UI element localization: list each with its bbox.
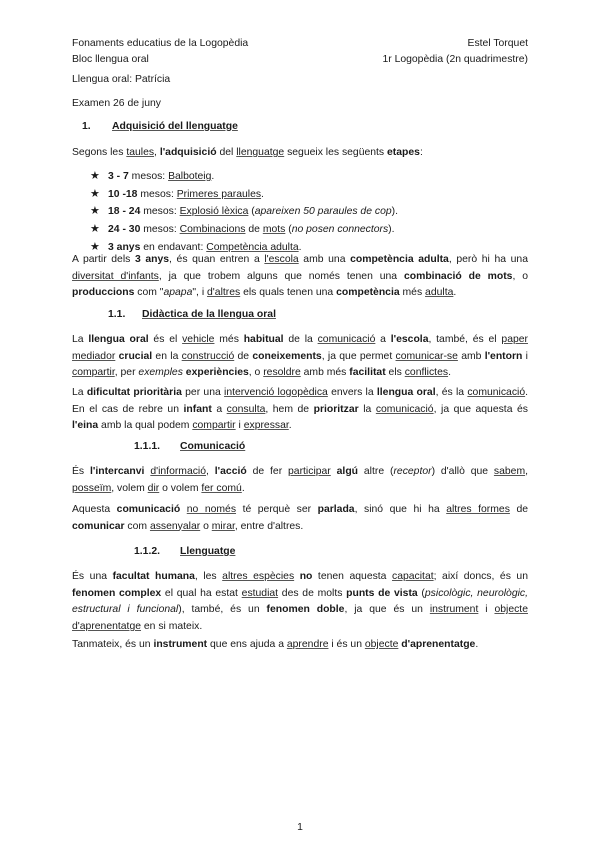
section-heading-1 xyxy=(72,121,238,132)
section-title: Didàctica de la llengua oral xyxy=(142,309,276,320)
paragraph-communication-definition: És l'intercanvi d'informació, l'acció de fer participar algú altre (receptor) d'allò que sabem, posseïm, volem dir o volem fer comú. xyxy=(72,466,528,494)
page-header-row-1 xyxy=(72,36,528,52)
list-item: ★ 24 - 30 mesos: Combinacions de mots (no posen connectors). xyxy=(90,221,520,239)
paragraph-priority: La dificultat prioritària per una intervenció logopèdica envers la llengua oral, és la comunicació. En el cas de rebre un infant a consulta, hem de prioritzar la comunicació, ja que aquesta és l'eina amb la qual podem compartir i expressar. xyxy=(72,387,529,432)
star-bullet-icon: ★ xyxy=(90,170,100,182)
course-line: Llengua oral: Patrícia xyxy=(72,74,171,85)
star-bullet-icon: ★ xyxy=(90,187,100,200)
section-title: Adquisició del llenguatge xyxy=(112,121,238,132)
list-item: ★ 3 - 7 mesos: Balboteig. xyxy=(90,168,520,186)
star-bullet-icon: ★ xyxy=(90,240,100,253)
paragraph-communication-forms: Aquesta comunicació no només té perquè ser parlada, sinó que hi ha altres formes de comunicar com assenyalar o mirar, entre d'altres. xyxy=(72,504,528,532)
paragraph-oral-language: La llengua oral és el vehicle més habitual de la comunicació a l'escola, també, és el paper mediador crucial en la construcció de coneixements, ja que permet comunicar-se amb l'entorn i compartir, per exemples experiències, o resoldre amb més facilitat els conflictes. xyxy=(72,334,528,379)
page-number: 1 xyxy=(297,822,303,833)
stages-intro: Segons les taules, l'adquisició del llenguatge segueix les següents etapes: xyxy=(72,147,423,158)
exam-date-line: Examen 26 de juny xyxy=(72,98,161,109)
header-block: Bloc llengua oral xyxy=(72,54,149,65)
star-bullet-icon: ★ xyxy=(90,223,100,236)
section-number: 1.1.2. xyxy=(134,546,160,557)
list-item: ★ 10 -18 mesos: Primeres paraules. xyxy=(90,186,520,204)
header-course-title: Fonaments educatius de la Logopèdia xyxy=(72,38,249,49)
paragraph-language-definition: És una facultat humana, les altres espècies no tenen aquesta capacitat; així doncs, és un fenomen complex el qual ha estat estudiat des de molts punts de vista (psicològic, neurològic, estructural i funcional), també, és un fenomen doble, ja que és un instrument i objecte d'aprenentatge en si mateix. xyxy=(72,571,528,632)
paragraph-age-3: A partir dels 3 anys, és quan entren a l'escola amb una competència adulta, però hi ha una diversitat d'infants, ja que trobem alguns que només tenen una combinació de mots, o produccions com "apapa", i d'altres els quals tenen una competència més adulta. xyxy=(72,254,528,299)
section-number: 1. xyxy=(82,121,91,132)
section-heading-1-1-1 xyxy=(134,441,245,452)
section-heading-1-1-2 xyxy=(134,546,235,557)
star-bullet-icon: ★ xyxy=(90,205,100,218)
paragraph-instrument: Tanmateix, és un instrument que ens ajuda a aprendre i és un objecte d'aprenentatge. xyxy=(72,639,479,650)
header-author: Estel Torquet xyxy=(467,38,528,49)
page-header-row-2 xyxy=(72,52,528,68)
list-item: ★ 18 - 24 mesos: Explosió lèxica (apareixen 50 paraules de cop). xyxy=(90,203,520,221)
section-number: 1.1. xyxy=(108,309,126,320)
header-term: 1r Logopèdia (2n quadrimestre) xyxy=(382,54,528,65)
section-title: Comunicació xyxy=(180,441,246,452)
section-number: 1.1.1. xyxy=(134,441,160,452)
section-heading-1-1 xyxy=(108,309,276,320)
stages-list xyxy=(90,168,520,257)
list-item: ★ 3 anys en endavant: Competència adulta. xyxy=(90,239,520,257)
section-title: Llenguatge xyxy=(180,546,236,557)
